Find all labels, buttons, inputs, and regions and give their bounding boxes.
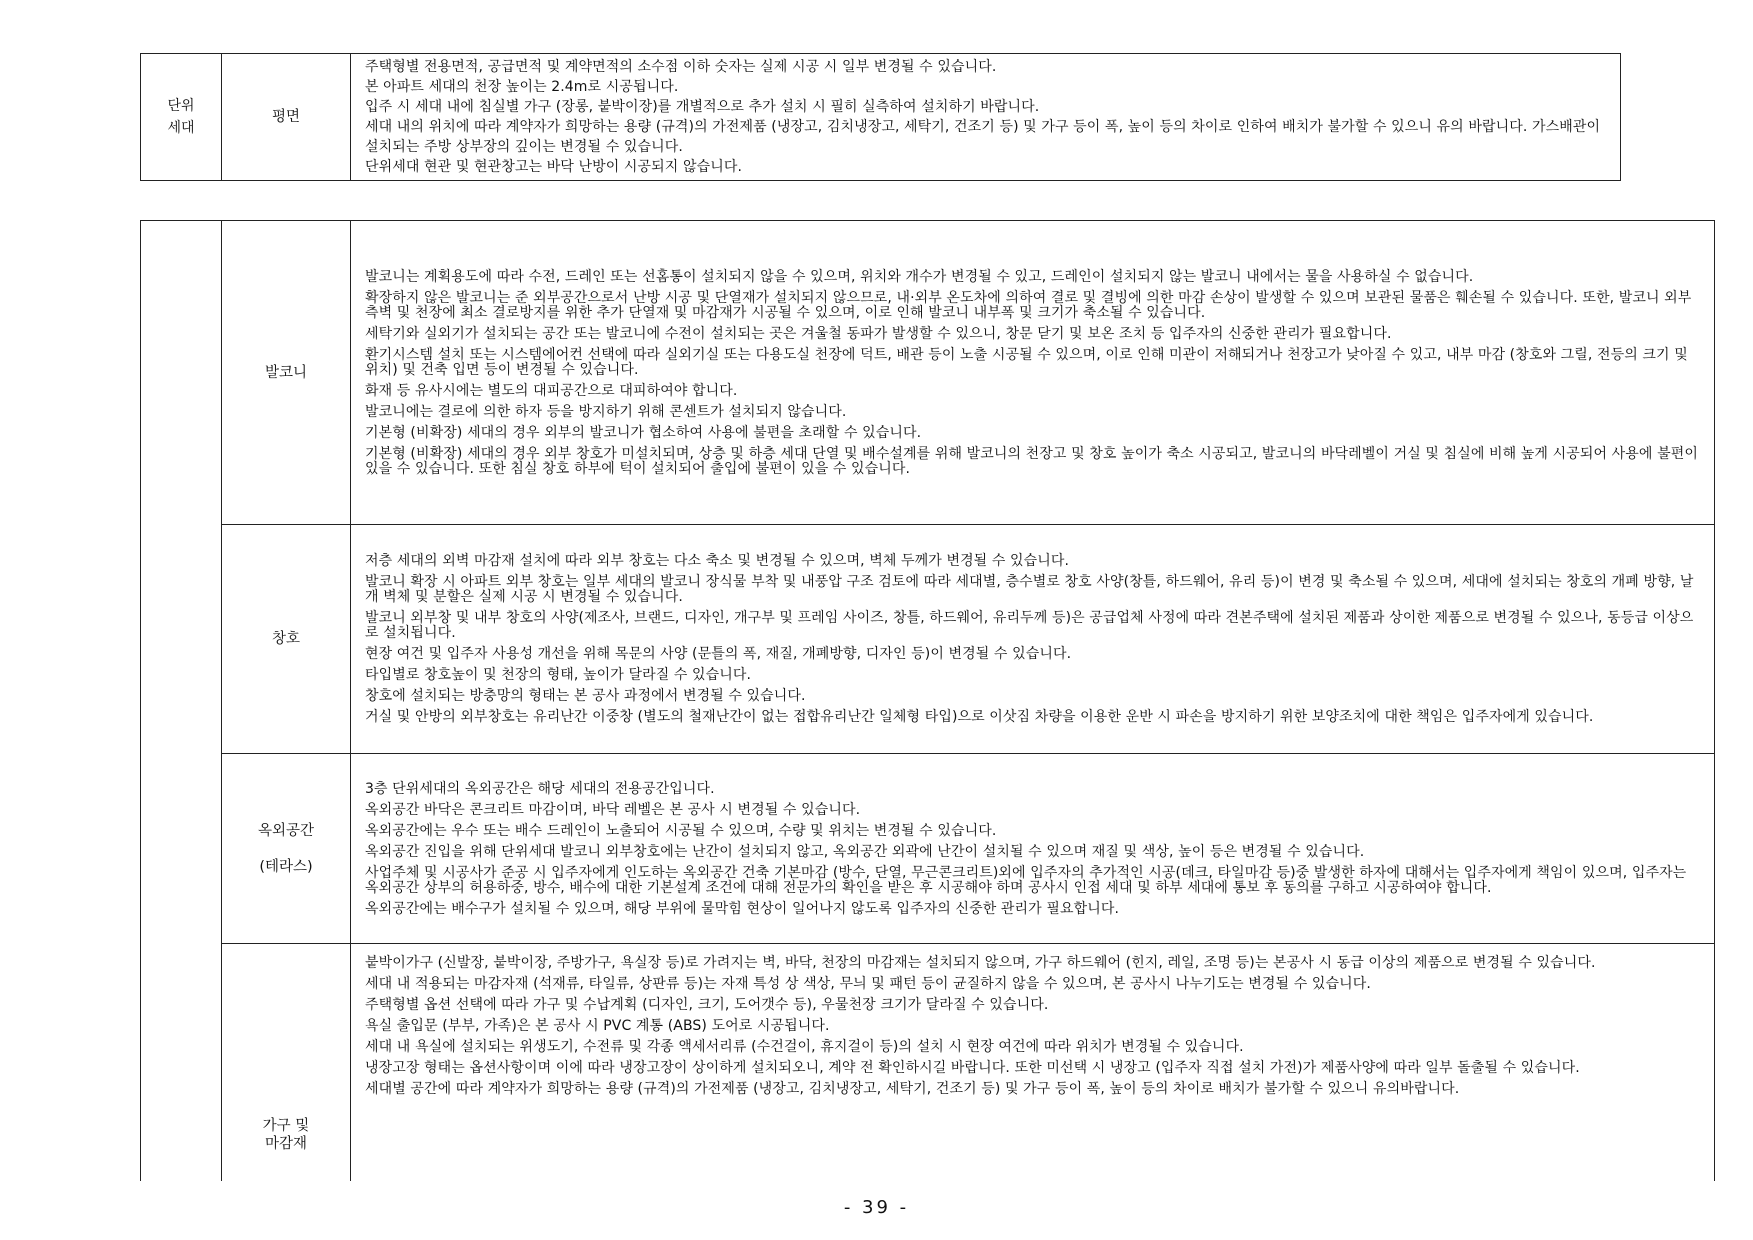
category-line-1: 단위 xyxy=(167,98,195,114)
note: 냉장고장 형태는 옵션사항이며 이에 따라 냉장고장이 상이하게 설치되오니, 계약 전 확인하시길 바랍니다. 또한 미선택 시 냉장고 (입주자 직접 설치 가전)가 제품사양에 따라 일부 돌출될 수 있습니다. xyxy=(365,1060,1580,1076)
note: 입주 시 세대 내에 침실별 가구 (장롱, 붙박이장)를 개별적으로 추가 설치 시 필히 실측하여 설치하기 바랍니다. xyxy=(365,99,1040,115)
category-column xyxy=(141,221,222,1181)
note: 옥외공간에는 우수 또는 배수 드레인이 노출되어 시공될 수 있으며, 수량 및 위치는 변경될 수 있습니다. xyxy=(365,822,997,839)
note: 주택형별 전용면적, 공급면적 및 계약면적의 소수점 이하 숫자는 실제 시공 시 일부 변경될 수 있습니다. xyxy=(365,59,997,75)
note: 세탁기와 실외기가 설치되는 공간 또는 발코니에 수전이 설치되는 곳은 겨울철 동파가 발생할 수 있으니, 창문 닫기 및 보온 조치 등 입주자의 신중한 관리가 필요합니다. xyxy=(365,325,1392,342)
balcony-notes xyxy=(351,221,1715,525)
note: 화재 등 유사시에는 별도의 대피공간으로 대피하여야 합니다. xyxy=(365,382,738,399)
note: 옥외공간 바닥은 콘크리트 마감이며, 바닥 레벨은 본 공사 시 변경될 수 있습니다. xyxy=(365,801,861,818)
note: 사업주체 및 시공사가 준공 시 입주자에게 인도하는 옥외공간 건축 기본마감 (방수, 단열, 무근콘크리트)외에 입주자의 추가적인 시공(데크, 타일마감 등)중 발생한 하자에 대해서는 입주자에게 책임이 있으며, 입주자는 옥외공간 상부의 허용하중, 방수, 배수에 대한 기본설계 조건에 대해 전문가의 확인을 받은 후 시공해야 하며 공사시 인접 세대 및 하부 세대에 통보 후 동의를 구하고 시공하여야 합니다. xyxy=(365,864,1687,896)
note: 발코니 외부창 및 내부 창호의 사양(제조사, 브랜드, 디자인, 개구부 및 프레임 사이즈, 창틀, 하드웨어, 유리두께 등)은 공급업체 사정에 따라 견본주택에 설치된 제품과 상이한 제품으로 변경될 수 있으나, 동등급 이상으로 설치됩니다. xyxy=(365,610,1694,641)
category-line-2: 세대 xyxy=(167,120,195,136)
section-label-sub: (테라스) xyxy=(259,858,313,875)
terrace-notes xyxy=(351,754,1715,944)
section-label-terrace xyxy=(222,754,351,944)
note: 세대별 공간에 따라 계약자가 희망하는 용량 (규격)의 가전제품 (냉장고, 김치냉장고, 세탁기, 건조기 등) 및 가구 등이 폭, 높이 등의 차이로 배치가 불가할 수 있으니 유의바랍니다. xyxy=(365,1081,1460,1097)
note: 발코니 확장 시 아파트 외부 창호는 일부 세대의 발코니 장식물 부착 및 내풍압 구조 검토에 따라 세대별, 층수별로 창호 사양(창틀, 하드웨어, 유리 등)이 변경 및 축소될 수 있으며, 세대에 설치되는 창호의 개폐 방향, 날개 벽체 및 분할은 실제 시공 시 변경될 수 있습니다. xyxy=(365,574,1694,605)
note: 기본형 (비확장) 세대의 경우 외부의 발코니가 협소하여 사용에 불편을 초래할 수 있습니다. xyxy=(365,424,922,441)
note: 옥외공간 진입을 위해 단위세대 발코니 외부창호에는 난간이 설치되지 않고, 옥외공간 외곽에 난간이 설치될 수 있으며 재질 및 색상, 높이 등은 변경될 수 있습니다. xyxy=(365,843,1365,860)
section-label: 발코니 xyxy=(264,364,308,381)
note: 세대 내 욕실에 설치되는 위생도기, 수전류 및 각종 액세서리류 (수건걸이, 휴지걸이 등)의 설치 시 현장 여건에 따라 위치가 변경될 수 있습니다. xyxy=(365,1039,1244,1055)
note: 거실 및 안방의 외부창호는 유리난간 이중창 (별도의 철재난간이 없는 접합유리난간 일체형 타입)으로 이삿짐 차량을 이용한 운반 시 파손을 방지하기 위한 보양조치에 대한 책임은 입주자에게 있습니다. xyxy=(365,709,1594,725)
note: 발코니에는 결로에 의한 하자 등을 방지하기 위해 콘센트가 설치되지 않습니다. xyxy=(365,403,847,420)
section-label: 옥외공간 xyxy=(257,822,315,839)
subcategory-cell: 평면 xyxy=(222,54,351,181)
note: 본 아파트 세대의 천장 높이는 2.4m로 시공됩니다. xyxy=(365,79,679,95)
note: 세대 내의 위치에 따라 계약자가 희망하는 용량 (규격)의 가전제품 (냉장고, 김치냉장고, 세탁기, 건조기 등) 및 가구 등이 폭, 높이 등의 차이로 인하여 배치가 불가할 수 있으니 유의 바랍니다. 가스배관이 설치되는 주방 상부장의 깊이는 변경될 수 있습니다. xyxy=(365,119,1601,155)
section-label-sub: 마감재 xyxy=(264,1135,308,1152)
note: 주택형별 옵션 선택에 따라 가구 및 수납계획 (디자인, 크기, 도어갯수 등), 우물천장 크기가 달라질 수 있습니다. xyxy=(365,997,1049,1013)
page-number: - 39 - xyxy=(843,1197,910,1218)
category-cell xyxy=(141,54,222,181)
note: 환기시스템 설치 또는 시스템에어컨 선택에 따라 실외기실 또는 다용도실 천장에 덕트, 배관 등이 노출 시공될 수 있으며, 이로 인해 미관이 저해되거나 천장고가 낮아질 수 있고, 내부 마감 (창호와 그릴, 전등의 크기 및 위치) 및 건축 입면 등이 변경될 수 있습니다. xyxy=(365,346,1688,378)
note: 발코니는 계획용도에 따라 수전, 드레인 또는 선홈통이 설치되지 않을 수 있으며, 위치와 개수가 변경될 수 있고, 드레인이 설치되지 않는 발코니 내에서는 물을 사용하실 수 없습니다. xyxy=(365,268,1474,285)
section-label-windows xyxy=(222,525,351,754)
note: 세대 내 적용되는 마감자재 (석재류, 타일류, 상판류 등)는 자재 특성 상 색상, 무늬 및 패턴 등이 균질하지 않을 수 있으며, 본 공사시 나누기도는 변경될 수 있습니다. xyxy=(365,976,1371,992)
note: 기본형 (비확장) 세대의 경우 외부 창호가 미설치되며, 상층 및 하층 세대 단열 및 배수설계를 위해 발코니의 천장고 및 창호 높이가 축소 시공되고, 발코니의 바닥레벨이 거실 및 침실에 비해 높게 시공되어 사용에 불편이 있을 수 있습니다. 또한 침실 창호 하부에 턱이 설치되어 출입에 불편이 있을 수 있습니다. xyxy=(365,445,1698,477)
note: 확장하지 않은 발코니는 준 외부공간으로서 난방 시공 및 단열재가 설치되지 않으므로, 내·외부 온도차에 의하여 결로 및 결빙에 의한 마감 손상이 발생할 수 있으며 보관된 물품은 훼손될 수 있습니다. 또한, 발코니 외부 측벽 및 천장에 최소 결로방지를 위한 추가 단열재 및 마감재가 시공될 수 있으며, 이로 인해 발코니 내부폭 및 크기가 축소될 수 있습니다. xyxy=(365,289,1692,321)
note: 옥외공간에는 배수구가 설치될 수 있으며, 해당 부위에 물막힘 현상이 일어나지 않도록 입주자의 신중한 관리가 필요합니다. xyxy=(365,900,1119,917)
unit-plan-table xyxy=(140,53,1621,181)
note: 단위세대 현관 및 현관창고는 바닥 난방이 시공되지 않습니다. xyxy=(365,159,742,175)
section-label-balcony xyxy=(222,221,351,525)
section-label: 가구 및 xyxy=(262,1117,310,1134)
section-label-furniture xyxy=(222,944,351,1181)
windows-notes xyxy=(351,525,1715,754)
note: 저층 세대의 외벽 마감재 설치에 따라 외부 창호는 다소 축소 및 변경될 수 있으며, 벽체 두께가 변경될 수 있습니다. xyxy=(365,553,1070,569)
note: 붙박이가구 (신발장, 붙박이장, 주방가구, 욕실장 등)로 가려지는 벽, 바닥, 천장의 마감재는 설치되지 않으며, 가구 하드웨어 (힌지, 레일, 조명 등)는 본공사 시 동급 이상의 제품으로 변경될 수 있습니다. xyxy=(365,955,1596,971)
note: 타입별로 창호높이 및 천장의 형태, 높이가 달라질 수 있습니다. xyxy=(365,667,752,683)
note: 현장 여건 및 입주자 사용성 개선을 위해 목문의 사양 (문틀의 폭, 재질, 개폐방향, 디자인 등)이 변경될 수 있습니다. xyxy=(365,646,1072,662)
note: 욕실 출입문 (부부, 가족)은 본 공사 시 PVC 계통 (ABS) 도어로 시공됩니다. xyxy=(365,1018,830,1034)
details-table xyxy=(140,220,1715,1181)
note: 창호에 설치되는 방충망의 형태는 본 공사 과정에서 변경될 수 있습니다. xyxy=(365,688,806,704)
furniture-notes xyxy=(351,944,1715,1181)
note: 3층 단위세대의 옥외공간은 해당 세대의 전용공간입니다. xyxy=(365,780,715,797)
notes-cell xyxy=(351,54,1621,181)
section-label: 창호 xyxy=(271,631,300,647)
